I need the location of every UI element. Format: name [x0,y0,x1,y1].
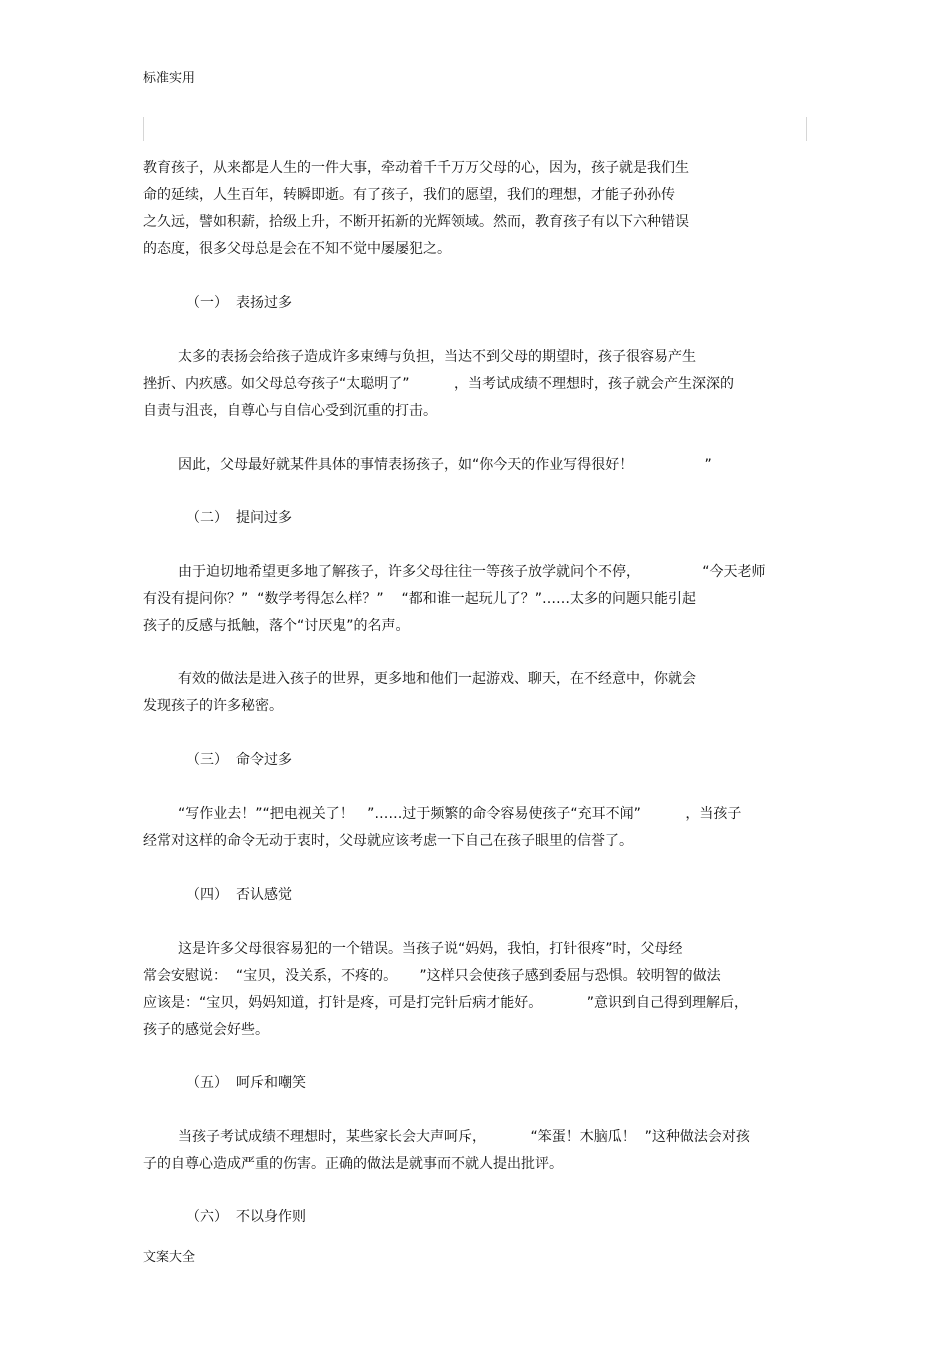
header-rule-right [806,117,807,141]
section-number: （四） [186,887,228,903]
paragraph-line: 发现孩子的许多秘密。 [143,698,283,714]
paragraph-line: 有效的做法是进入孩子的世界，更多地和他们一起游戏、聊天，在不经意中，你就会 [178,671,696,687]
paragraph-line: “写作业去！”“把电视关了！ ”……过于频繁的命令容易使孩子“充耳不闻” ，当孩子 [178,806,742,822]
section-number: （三） [186,752,228,768]
paragraph-line: 这是许多父母很容易犯的一个错误。当孩子说“妈妈，我怕，打针很疼”时，父母经 [178,941,683,957]
paragraph-line: 挫折、内疚感。如父母总夸孩子“太聪明了” ，当考试成绩不理想时，孩子就会产生深深的 [143,376,735,392]
section-title: 提问过多 [236,510,292,526]
section-number: （六） [186,1209,228,1225]
section-title: 不以身作则 [236,1209,306,1225]
section-number: （五） [186,1075,228,1091]
intro-line: 教育孩子，从来都是人生的一件大事，牵动着千千万万父母的心，因为，孩子就是我们生 [143,160,689,176]
paragraph-line: 当孩子考试成绩不理想时，某些家长会大声呵斥， “笨蛋！木脑瓜！ ”这种做法会对孩 [178,1129,750,1145]
page-header-label: 标准实用 [143,71,196,86]
section-title: 否认感觉 [236,887,292,903]
paragraph-line: 经常对这样的命令无动于衷时，父母就应该考虑一下自己在孩子眼里的信誉了。 [143,833,633,849]
section-number: （一） [186,295,228,311]
paragraph-line: 由于迫切地希望更多地了解孩子，许多父母往往一等孩子放学就问个不停， “今天老师 [178,564,766,580]
paragraph-line: 孩子的感觉会好些。 [143,1022,269,1038]
paragraph-line: 子的自尊心造成严重的伤害。正确的做法是就事而不就人提出批评。 [143,1156,563,1172]
intro-line: 之久远，譬如积薪，拾级上升，不断开拓新的光辉领域。然而，教育孩子有以下六种错误 [143,214,689,230]
header-rule-left [143,117,144,141]
section-title: 呵斥和嘲笑 [236,1075,306,1091]
section-title: 表扬过多 [236,295,292,311]
paragraph-line: 自责与沮丧，自尊心与自信心受到沉重的打击。 [143,403,437,419]
intro-line: 命的延续，人生百年，转瞬即逝。有了孩子，我们的愿望，我们的理想，才能子孙孙传 [143,187,675,203]
paragraph-line: 因此，父母最好就某件具体的事情表扬孩子，如“你今天的作业写得很好！ ” [178,457,712,473]
paragraph-line: 孩子的反感与抵触，落个“讨厌鬼”的名声。 [143,618,410,634]
paragraph-line: 太多的表扬会给孩子造成许多束缚与负担，当达不到父母的期望时，孩子很容易产生 [178,349,696,365]
paragraph-line: 应该是：“宝贝，妈妈知道，打针是疼，可是打完针后病才能好。 ”意识到自己得到理解后， [143,995,749,1011]
paragraph-line: 有没有提问你？” “数学考得怎么样？” “都和谁一起玩儿了？”……太多的问题只能引起 [143,591,696,607]
section-number: （二） [186,510,228,526]
section-title: 命令过多 [236,752,292,768]
intro-line: 的态度，很多父母总是会在不知不觉中屡屡犯之。 [143,241,451,257]
paragraph-line: 常会安慰说： “宝贝，没关系，不疼的。 ”这样只会使孩子感到委屈与恐惧。较明智的做法 [143,968,721,984]
page-footer-label: 文案大全 [143,1250,196,1265]
